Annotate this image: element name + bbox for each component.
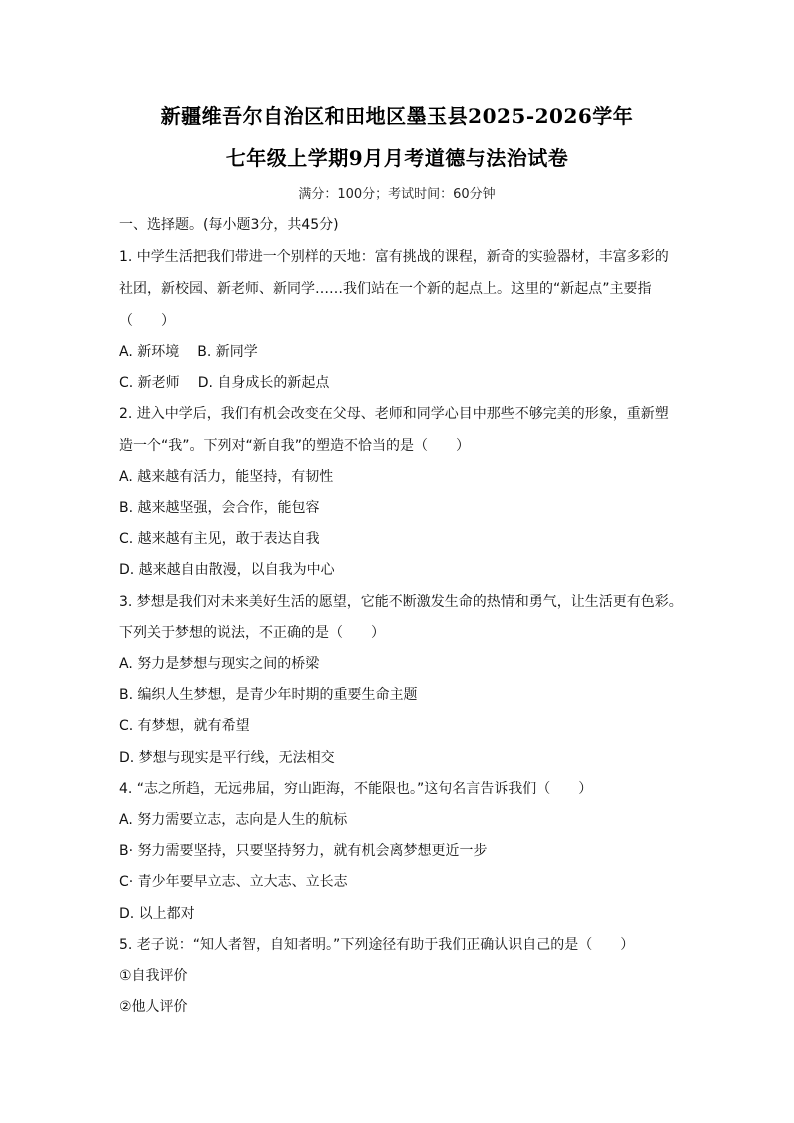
question-2-stem-line-2: 造一个“我”。下列对“新自我”的塑造不恰当的是（ ） bbox=[119, 438, 471, 454]
question-4-stem-line-1: 4. “志之所趋，无远弗届，穷山距海，不能限也。”这句名言告诉我们（ ） bbox=[119, 781, 593, 797]
question-1-stem-line-3: （ ） bbox=[119, 313, 175, 329]
question-1-option-d: D. 自身成长的新起点 bbox=[197, 375, 330, 391]
question-5-item-1: ①自我评价 bbox=[119, 968, 188, 984]
question-1-option-c: C. 新老师 bbox=[119, 375, 180, 391]
question-2-stem-line-1: 2. 进入中学后，我们有机会改变在父母、老师和同学心目中那些不够完美的形象，重新塑 bbox=[119, 406, 669, 422]
question-2-option-c: C. 越来越有主见，敢于表达自我 bbox=[119, 531, 320, 547]
question-3-option-a: A. 努力是梦想与现实之间的桥梁 bbox=[119, 656, 320, 672]
question-3-stem-line-2: 下列关于梦想的说法，不正确的是（ ） bbox=[119, 625, 385, 641]
section-heading: 一、选择题。(每小题3分，共45分) bbox=[119, 217, 339, 233]
question-4-option-b: B· 努力需要坚持，只要坚持努力，就有机会离梦想更近一步 bbox=[119, 843, 488, 859]
question-4-option-c: C· 青少年要早立志、立大志、立长志 bbox=[119, 874, 348, 890]
question-4-option-a: A. 努力需要立志，志向是人生的航标 bbox=[119, 812, 348, 828]
question-5-stem-line-1: 5. 老子说：“知人者智，自知者明。”下列途径有助于我们正确认识自己的是（ ） bbox=[119, 937, 635, 953]
exam-title-line1: 新疆维吾尔自治区和田地区墨玉县2025-2026学年 bbox=[160, 104, 634, 128]
question-1-option-b: B. 新同学 bbox=[197, 344, 258, 360]
question-3-option-b: B. 编织人生梦想，是青少年时期的重要生命主题 bbox=[119, 687, 418, 703]
question-5-item-2: ②他人评价 bbox=[119, 999, 188, 1015]
question-3-option-d: D. 梦想与现实是平行线，无法相交 bbox=[119, 750, 335, 766]
question-4-option-d: D. 以上都对 bbox=[119, 906, 195, 922]
question-2-option-b: B. 越来越坚强，会合作，能包容 bbox=[119, 500, 320, 516]
question-1-options-row-1 bbox=[119, 342, 258, 362]
question-2-option-a: A. 越来越有活力，能坚持，有韧性 bbox=[119, 469, 334, 485]
question-1-options-row-2 bbox=[119, 373, 329, 393]
question-1-stem-line-1: 1. 中学生活把我们带进一个别样的天地：富有挑战的课程，新奇的实验器材，丰富多彩的 bbox=[119, 249, 669, 265]
exam-title-line2: 七年级上学期9月月考道德与法治试卷 bbox=[225, 146, 569, 170]
question-3-stem-line-1: 3. 梦想是我们对未来美好生活的愿望，它能不断激发生命的热情和勇气，让生活更有色彩。 bbox=[119, 594, 683, 610]
question-1-stem-line-2: 社团，新校园、新老师、新同学……我们站在一个新的起点上。这里的“新起点”主要指 bbox=[119, 281, 652, 297]
question-1-option-a: A. 新环境 bbox=[119, 344, 180, 360]
question-2-option-d: D. 越来越自由散漫，以自我为中心 bbox=[119, 562, 335, 578]
question-3-option-c: C. 有梦想，就有希望 bbox=[119, 718, 250, 734]
exam-meta: 满分：100分；考试时间：60分钟 bbox=[298, 187, 496, 202]
